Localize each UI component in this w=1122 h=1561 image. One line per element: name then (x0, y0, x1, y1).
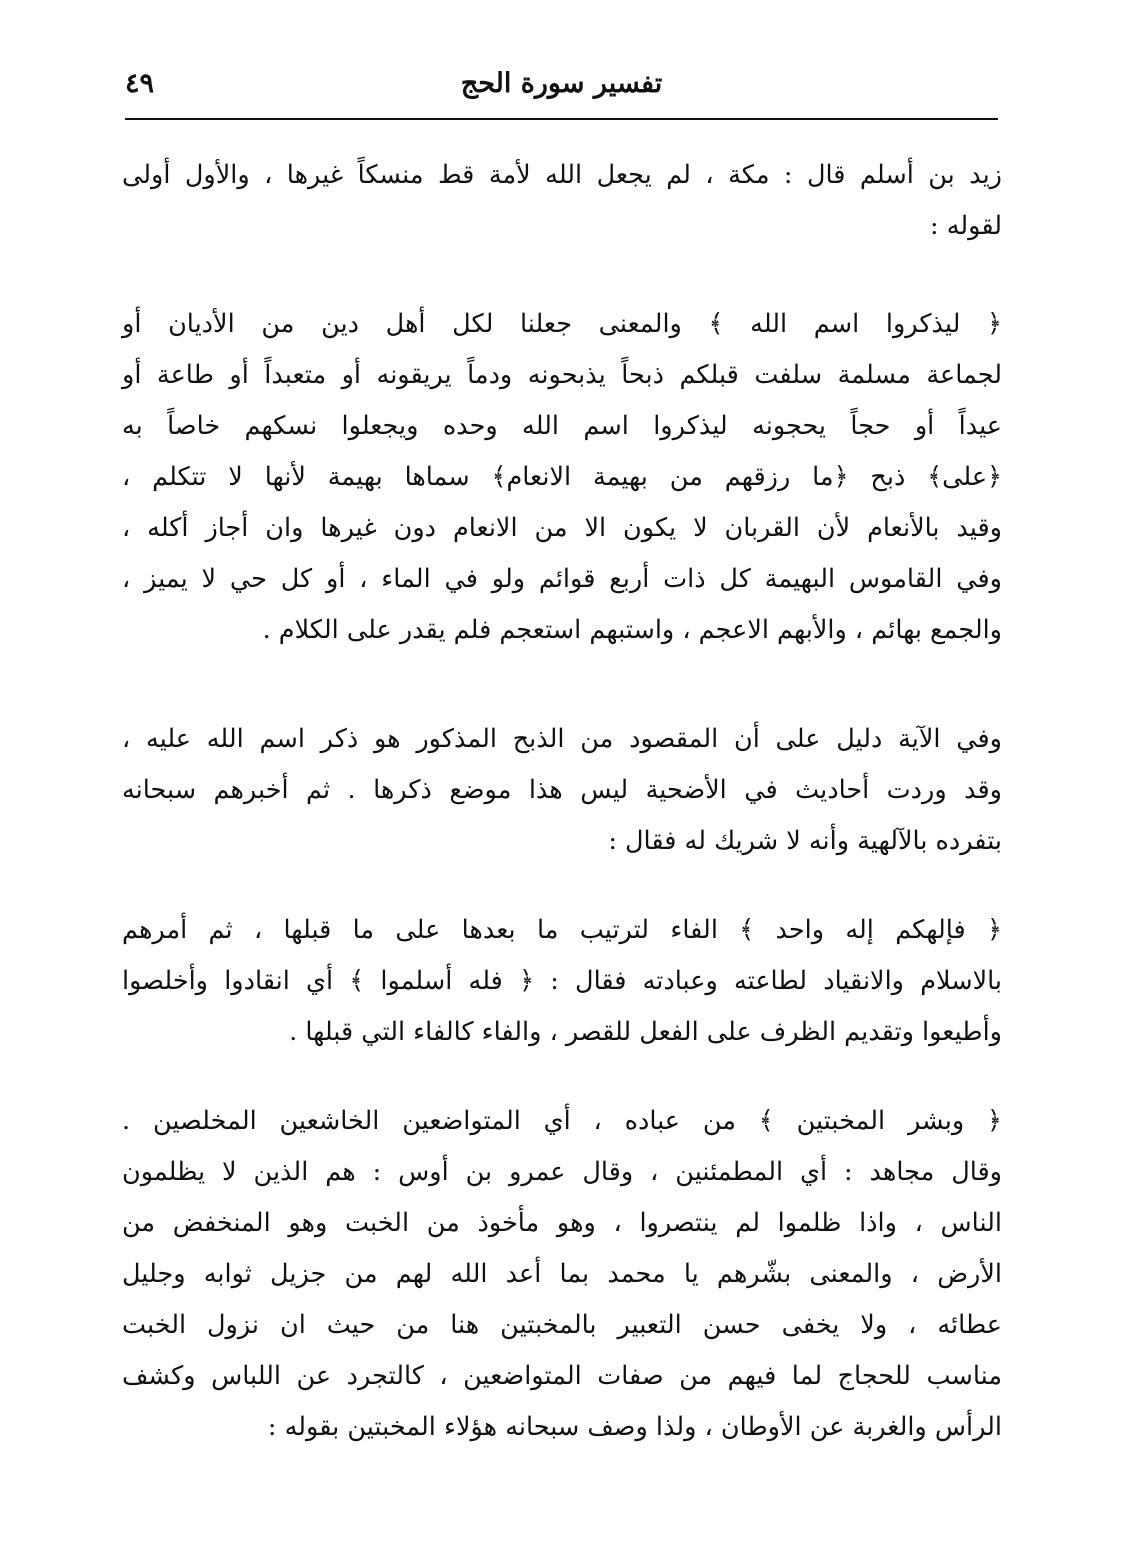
text-line: مناسب للحجاج لما فيهم من صفات المتواضعين ، كالتجرد عن اللباس وكشف (122, 1361, 1002, 1391)
text-line: وأطيعوا وتقديم الظرف على الفعل للقصر ، والفاء كالفاء التي قبلها . (289, 1017, 1002, 1047)
text-line: وفي الآية دليل على أن المقصود من الذبح المذكور هو ذكر اسم الله عليه ، (122, 724, 1002, 754)
text-line: بتفرده بالآلهية وأنه لا شريك له فقال : (608, 826, 1002, 856)
text-line: عيداً أو حجاً يحجونه ليذكروا اسم الله وحده ويجعلوا نسكهم خاصاً به (122, 411, 1002, 441)
text-line: بالاسلام والانقياد لطاعته وعبادته فقال : ﴿ فله أسلموا ﴾ أي انقادوا وأخلصوا (122, 966, 1002, 996)
text-line: لجماعة مسلمة سلفت قبلكم ذبحاً يذبحونه ودماً يريقونه أو متعبداً أو طاعة أو (122, 360, 1002, 390)
running-title: تفسير سورة الحج (460, 68, 663, 99)
text-line: ﴿ فإلهكم إله واحد ﴾ الفاء لترتيب ما بعدها على ما قبلها ، ثم أمرهم (122, 915, 1002, 945)
text-line: والجمع بهائم ، والأبهم الاعجم ، واستبهم استعجم فلم يقدر على الكلام . (262, 615, 1002, 645)
text-line: وقيد بالأنعام لأن القربان لا يكون الا من الانعام دون غيرها وان أجاز أكله ، (122, 513, 1002, 543)
text-line: ﴿ ليذكروا اسم الله ﴾ والمعنى جعلنا لكل أهل دين من الأديان أو (122, 309, 1002, 339)
text-line: ﴿ وبشر المخبتين ﴾ من عباده ، أي المتواضعين الخاشعين المخلصين . (122, 1106, 1002, 1136)
paragraph-3 (122, 714, 1002, 867)
body-text (122, 150, 1002, 1453)
text-line: عطائه ، ولا يخفى حسن التعبير بالمخبتين هنا من حيث ان نزول الخبت (122, 1310, 1002, 1340)
paragraph-5 (122, 1096, 1002, 1453)
page-number: ٤٩ (125, 68, 155, 99)
text-line: الناس ، واذا ظلموا لم ينتصروا ، وهو مأخوذ من الخبت وهو المنخفض من (122, 1208, 1002, 1238)
text-line: الرأس والغربة عن الأوطان ، ولذا وصف سبحانه هؤلاء المخبتين بقوله : (267, 1412, 1002, 1442)
text-line: ﴿على﴾ ذبح ﴿ما رزقهم من بهيمة الانعام﴾ سماها بهيمة لأنها لا تتكلم ، (122, 462, 1002, 492)
text-line: وقال مجاهد : أي المطمئنين ، وقال عمرو بن أوس : هم الذين لا يظلمون (122, 1157, 1002, 1187)
text-line: الأرض ، والمعنى بشّرهم يا محمد بما أعد الله لهم من جزيل ثوابه وجليل (122, 1259, 1002, 1289)
paragraph-2 (122, 299, 1002, 656)
text-line: زيد بن أسلم قال : مكة ، لم يجعل الله لأمة قط منسكاً غيرها ، والأول أولى (122, 160, 1002, 190)
text-line: وفي القاموس البهيمة كل ذات أربع قوائم ولو في الماء ، أو كل حي لا يميز ، (122, 564, 1002, 594)
header-rule (125, 118, 998, 120)
text-line: وقد وردت أحاديث في الأضحية ليس هذا موضع ذكرها . ثم أخبرهم سبحانه (122, 775, 1002, 805)
page-header (125, 62, 998, 112)
text-line: لقوله : (930, 211, 1002, 241)
paragraph-4 (122, 905, 1002, 1058)
paragraph-1 (122, 150, 1002, 252)
